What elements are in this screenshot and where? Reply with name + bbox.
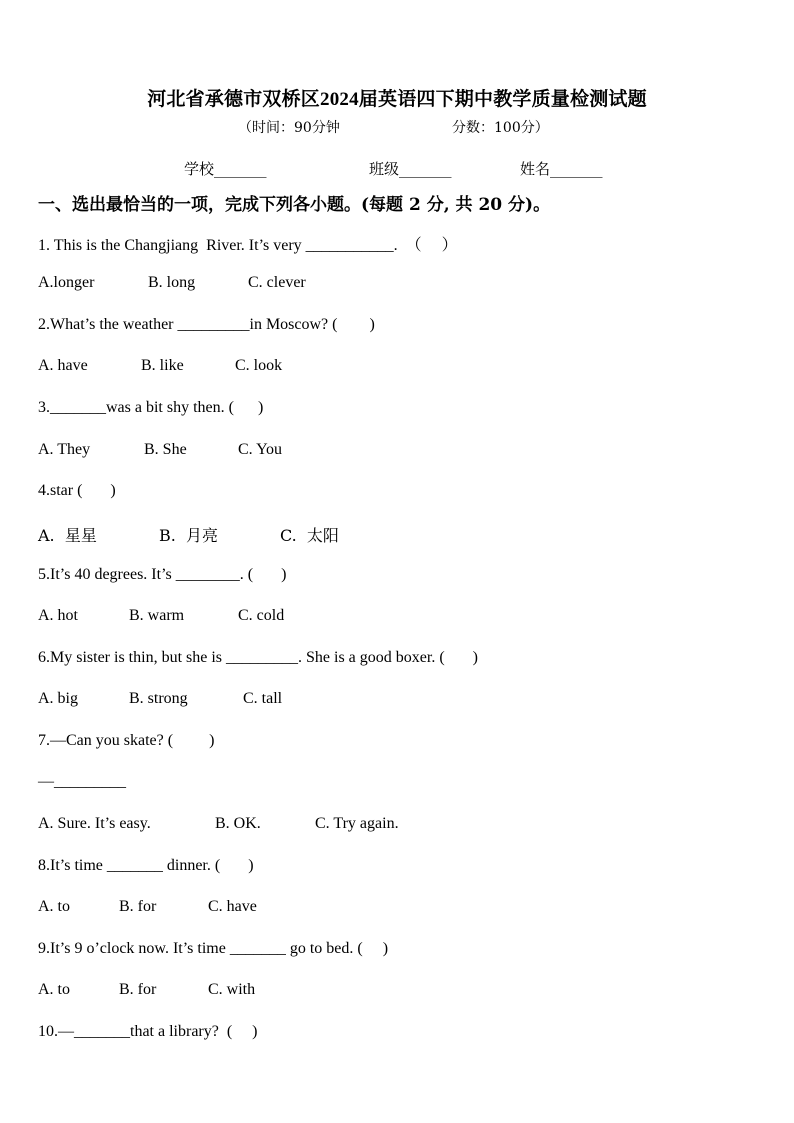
exam-score: 分数：100分） (452, 120, 549, 136)
question-4: 4.star ( ) (38, 482, 116, 499)
q5-option-a: A. hot (38, 607, 78, 624)
q5-option-b: B. warm (129, 607, 185, 624)
q1-option-b: B. long (148, 274, 196, 291)
q2-option-c: C. look (235, 357, 283, 374)
exam-time: （时间：90分钟 (238, 120, 340, 136)
q7-option-a: A. Sure. It’s easy. (38, 815, 151, 832)
question-5: 5.It’s 40 degrees. It’s ________. ( ) (38, 566, 287, 583)
question-1: 1. This is the Changjiang River. It’s very ___________. （ ） (38, 237, 458, 254)
question-10: 10.—_______that a library? ( ) (38, 1023, 258, 1040)
q6-option-b: B. strong (129, 690, 188, 707)
class-field: 班级_______ (369, 160, 452, 178)
q1-option-c: C. clever (248, 274, 306, 291)
question-7: 7.—Can you skate? ( ) (38, 732, 215, 749)
q9-option-c: C. with (208, 981, 256, 998)
school-field: 学校_______ (184, 160, 267, 178)
q2-option-b: B. like (141, 357, 184, 374)
name-field: 姓名_______ (520, 160, 603, 178)
question-8: 8.It’s time _______ dinner. ( ) (38, 857, 254, 874)
question-3: 3._______was a bit shy then. ( ) (38, 399, 264, 416)
q1-option-a: A.longer (38, 274, 95, 291)
q8-option-b: B. for (119, 898, 157, 915)
q5-option-c: C. cold (238, 607, 285, 624)
exam-title: 河北省承德市双桥区2024届英语四下期中教学质量检测试题 (147, 89, 647, 110)
q4-option-b: B. 月亮 (159, 526, 219, 545)
q2-option-a: A. have (38, 357, 88, 374)
q7-answer-line: —_________ (38, 773, 126, 790)
q6-option-a: A. big (38, 690, 78, 707)
q3-option-c: C. You (238, 441, 283, 458)
q6-option-c: C. tall (243, 690, 283, 707)
q8-option-a: A. to (38, 898, 70, 915)
q4-option-a: A. 星星 (38, 526, 97, 545)
q9-option-b: B. for (119, 981, 157, 998)
question-2: 2.What’s the weather _________in Moscow? ( ) (38, 316, 375, 333)
section-heading: 一、选出最恰当的一项，完成下列各小题。(每题 2 分, 共 20 分)。 (38, 195, 551, 215)
q3-option-b: B. She (144, 441, 187, 458)
q9-option-a: A. to (38, 981, 70, 998)
question-9: 9.It’s 9 o’clock now. It’s time _______ go to bed. ( ) (38, 940, 389, 957)
question-6: 6.My sister is thin, but she is _________. She is a good boxer. ( ) (38, 649, 478, 666)
q3-option-a: A. They (38, 441, 91, 458)
q8-option-c: C. have (208, 898, 257, 915)
q4-option-c: C. 太阳 (280, 526, 339, 545)
q7-option-c: C. Try again. (315, 815, 399, 832)
q7-option-b: B. OK. (215, 815, 261, 832)
